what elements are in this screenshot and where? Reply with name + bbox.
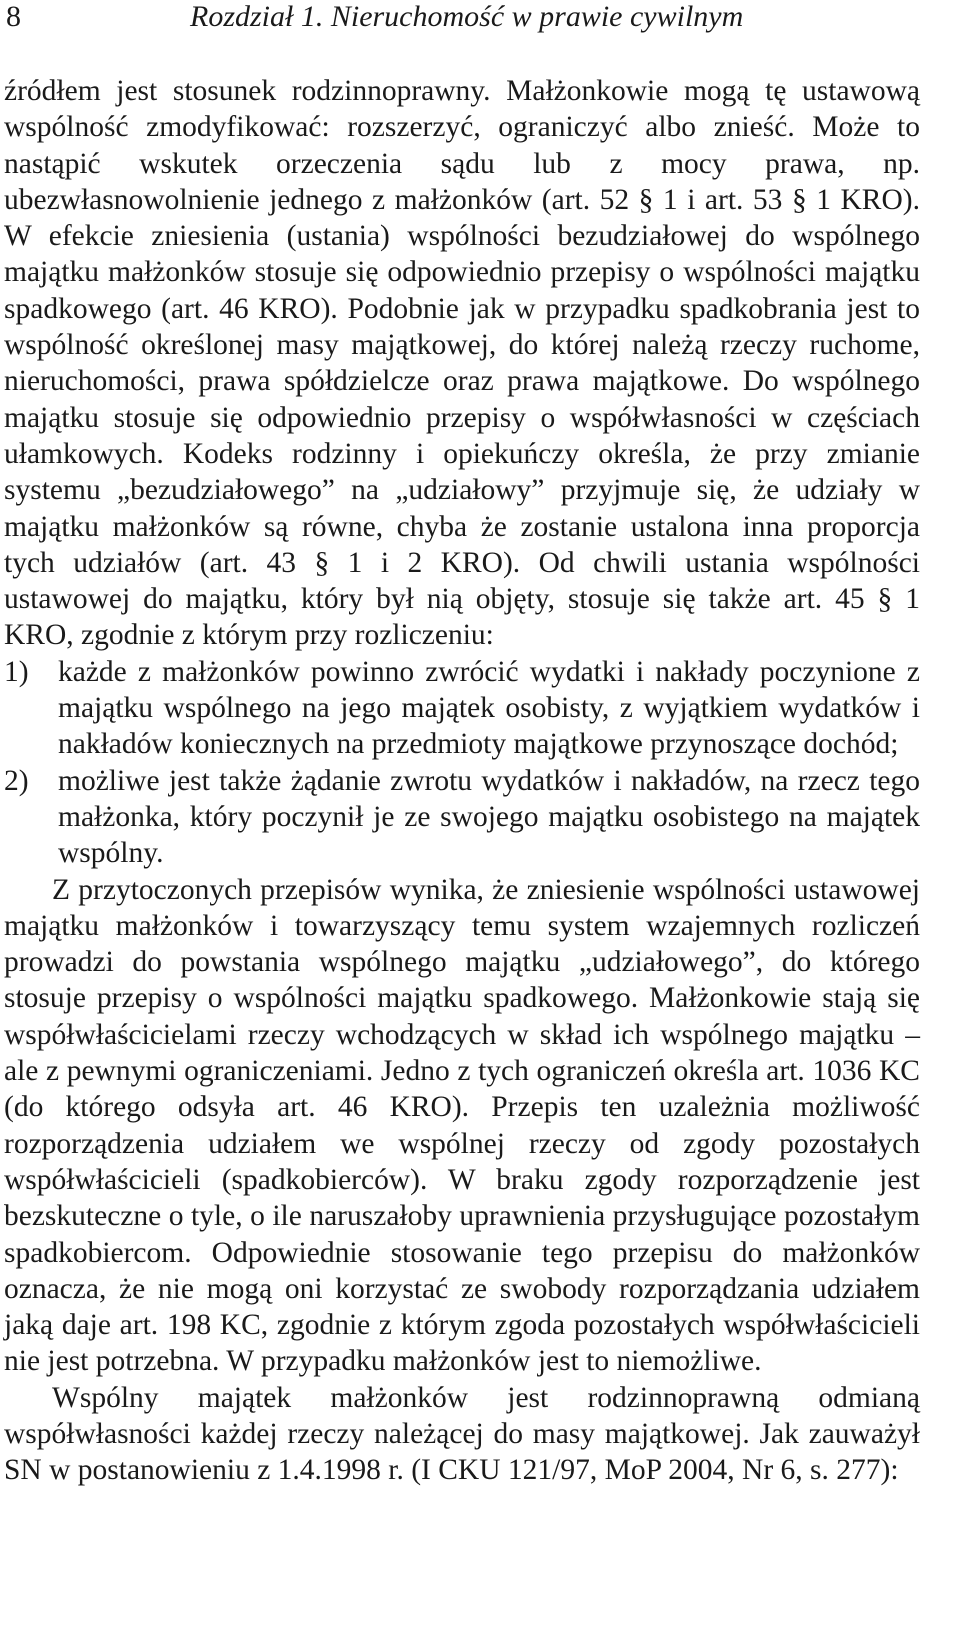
page-header [0, 0, 960, 40]
paragraph: źródłem jest stosunek rodzinnoprawny. Małżonkowie mogą tę ustawową wspólność zmodyfikować: rozszerzyć, ograniczyć albo znieść. Może to nastąpić wskutek orzeczenia sądu lub z mocy prawa, np. ubezwłasnowolnienie jednego z małżonków (art. 52 § 1 i art. 53 § 1 KRO). W efekcie zniesienia (ustania) wspólności bezudziałowej do wspólnego majątku małżonków stosuje się odpowiednio przepisy o wspólności majątku spadkowego (art. 46 KRO). Podobnie jak w przypadku spadkobrania jest to wspólność określonej masy majątkowej, do której należą rzeczy ruchome, nieruchomości, prawa spółdzielcze oraz prawa majątkowe. Do wspólnego majątku stosuje się odpowiednio przepisy o współwłasności w częściach ułamkowych. Kodeks rodzinny i opiekuńczy określa, że przy zmianie systemu „bezudziałowego” na „udziałowy” przyjmuje się, że udziały w majątku małżonków są równe, chyba że zostanie ustalona inna proporcja tych udziałów (art. 43 § 1 i 2 KRO). Od chwili ustania wspólności ustawowej do majątku, który był nią objęty, stosuje się także art. 45 § 1 KRO, zgodnie z którym przy rozliczeniu: [4, 75, 920, 652]
paragraph: Z przytoczonych przepisów wynika, że zniesienie wspólności ustawowej majątku małżonków i towarzyszący temu system wzajemnych rozliczeń prowadzi do powstania wspólnego majątku „udziałowego”, do którego stosuje przepisy o wspólności majątku spadkowego. Małżonkowie stają się współwłaścicielami rzeczy wchodzących w skład ich wspólnego majątku – ale z pewnymi ograniczeniami. Jedno z tych ograniczeń określa art. 1036 KC (do którego odsyła art. 46 KRO). Przepis ten uzależnia możliwość rozporządzenia udziałem we wspólnej rzeczy od zgody pozostałych współwłaścicieli (spadkobierców). W braku zgody rozporządzenie jest bezskuteczne o tyle, o ile naruszałoby uprawnienia przysługujące pozostałym spadkobiercom. Odpowiednie stosowanie tego przepisu do małżonków oznacza, że nie mogą oni korzystać ze swobody rozporządzania udziałem jaką daje art. 198 KC, zgodnie z którym zgoda pozostałych współwłaścicieli nie jest potrzebna. W przypadku małżonków jest to niemożliwe. [4, 873, 920, 1378]
list-item-number: 2) [4, 764, 29, 797]
body-text [4, 73, 920, 1489]
list-item [4, 763, 920, 872]
list-item-text: możliwe jest także żądanie zwrotu wydatków i nakładów, na rzecz tego małżonka, który poczynił je ze swojego majątku osobistego na majątek wspólny. [58, 764, 920, 870]
page-number: 8 [6, 0, 21, 33]
list-item-number: 1) [4, 655, 29, 688]
running-title: Rozdział 1. Nieruchomość w prawie cywilnym [190, 0, 744, 33]
paragraph: Wspólny majątek małżonków jest rodzinnoprawną odmianą współwłasności każdej rzeczy należącej do masy majątkowej. Jak zauważył SN w postanowieniu z 1.4.1998 r. (I CKU 121/97, MoP 2004, Nr 6, s. 277): [4, 1381, 920, 1487]
list-item-text: każde z małżonków powinno zwrócić wydatki i nakłady poczynione z majątku wspólnego na jego majątek osobisty, z wyjątkiem wydatków i nakładów koniecznych na przedmioty majątkowe przynoszące dochód; [58, 655, 920, 761]
list-item [4, 654, 920, 763]
